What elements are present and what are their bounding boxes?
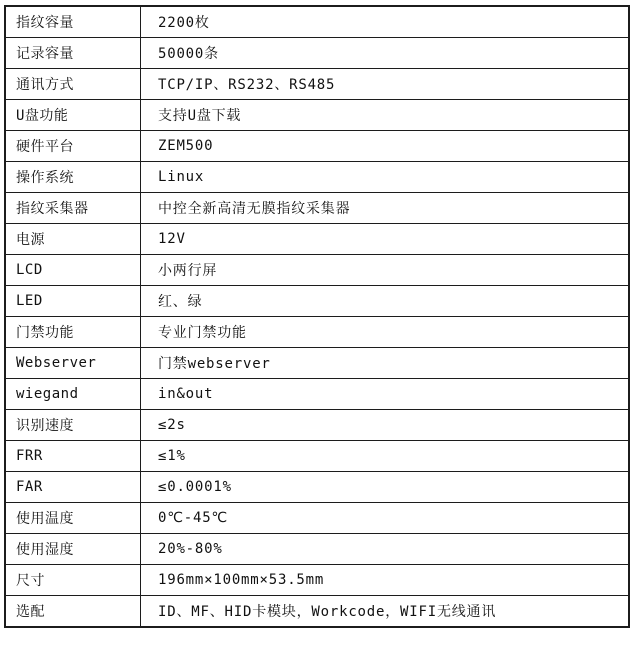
- table-row: [5, 379, 629, 410]
- spec-value: TCP/IP、RS232、RS485: [141, 69, 630, 100]
- spec-value: 中控全新高清无膜指纹采集器: [141, 193, 630, 224]
- spec-table-container: [4, 5, 630, 628]
- spec-value: 小两行屏: [141, 255, 630, 286]
- table-row: [5, 286, 629, 317]
- spec-value: 门禁webserver: [141, 348, 630, 379]
- spec-table: [4, 5, 630, 628]
- table-row: [5, 69, 629, 100]
- spec-label: 硬件平台: [5, 131, 141, 162]
- table-row: [5, 224, 629, 255]
- spec-label: 使用湿度: [5, 534, 141, 565]
- table-row: [5, 534, 629, 565]
- spec-label: U盘功能: [5, 100, 141, 131]
- spec-label: 记录容量: [5, 38, 141, 69]
- spec-label: 操作系统: [5, 162, 141, 193]
- spec-value: ≤1%: [141, 441, 630, 472]
- spec-table-body: [5, 6, 629, 627]
- spec-value: 20%-80%: [141, 534, 630, 565]
- spec-value: 50000条: [141, 38, 630, 69]
- spec-label: FRR: [5, 441, 141, 472]
- spec-label: 选配: [5, 596, 141, 628]
- table-row: [5, 131, 629, 162]
- table-row: [5, 193, 629, 224]
- table-row: [5, 6, 629, 38]
- table-row: [5, 348, 629, 379]
- spec-value: in&out: [141, 379, 630, 410]
- spec-label: FAR: [5, 472, 141, 503]
- spec-label: LCD: [5, 255, 141, 286]
- spec-label: 指纹采集器: [5, 193, 141, 224]
- spec-value: 12V: [141, 224, 630, 255]
- spec-label: 通讯方式: [5, 69, 141, 100]
- spec-value: 2200枚: [141, 6, 630, 38]
- table-row: [5, 162, 629, 193]
- table-row: [5, 38, 629, 69]
- spec-value: 红、绿: [141, 286, 630, 317]
- table-row: [5, 100, 629, 131]
- spec-value: 支持U盘下载: [141, 100, 630, 131]
- spec-label: 识别速度: [5, 410, 141, 441]
- spec-label: 尺寸: [5, 565, 141, 596]
- table-row: [5, 441, 629, 472]
- spec-label: LED: [5, 286, 141, 317]
- table-row: [5, 503, 629, 534]
- table-row: [5, 317, 629, 348]
- spec-value: 196mm×100mm×53.5mm: [141, 565, 630, 596]
- spec-value: 0℃-45℃: [141, 503, 630, 534]
- spec-label: 门禁功能: [5, 317, 141, 348]
- spec-label: 电源: [5, 224, 141, 255]
- spec-value: ≤0.0001%: [141, 472, 630, 503]
- spec-label: 指纹容量: [5, 6, 141, 38]
- spec-label: Webserver: [5, 348, 141, 379]
- spec-value: Linux: [141, 162, 630, 193]
- table-row: [5, 472, 629, 503]
- spec-value: 专业门禁功能: [141, 317, 630, 348]
- spec-value: ID、MF、HID卡模块，Workcode，WIFI无线通讯: [141, 596, 630, 628]
- table-row: [5, 596, 629, 628]
- spec-label: wiegand: [5, 379, 141, 410]
- spec-value: ZEM500: [141, 131, 630, 162]
- table-row: [5, 255, 629, 286]
- table-row: [5, 410, 629, 441]
- spec-label: 使用温度: [5, 503, 141, 534]
- spec-value: ≤2s: [141, 410, 630, 441]
- table-row: [5, 565, 629, 596]
